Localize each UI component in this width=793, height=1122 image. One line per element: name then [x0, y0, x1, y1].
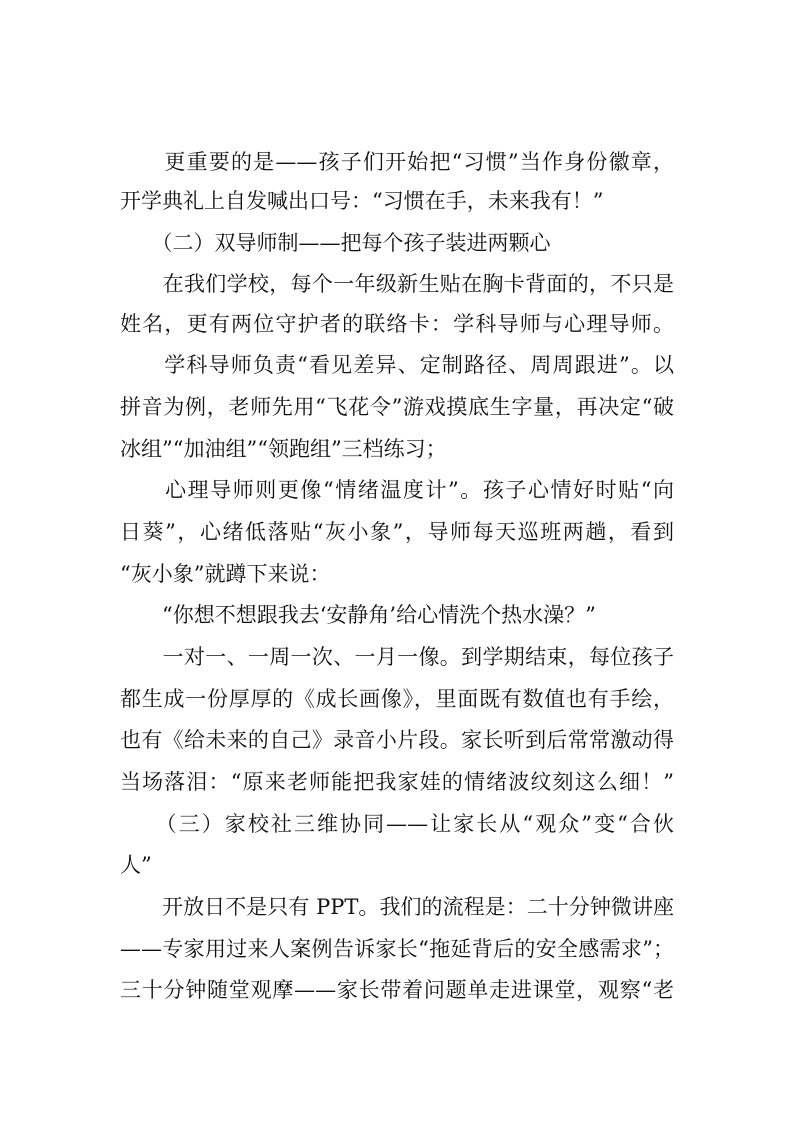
- paragraph-line: 当场落泪：“原来老师能把我家娃的情绪波纹刻这么细！”: [120, 770, 674, 794]
- paragraph-line: “灰小象”就蹲下来说：: [120, 562, 331, 586]
- paragraph-line: 在我们学校，每个一年级新生贴在胸卡背面的，不只是: [120, 272, 674, 296]
- paragraph-line: 三十分钟随堂观摩——家长带着问题单走进课堂，观察“老: [120, 978, 674, 1002]
- paragraph-line: 冰组”“加油组”“领跑组”三档练习；: [120, 437, 447, 461]
- paragraph-line: 开学典礼上自发喊出口号：“习惯在手，未来我有！”: [120, 189, 604, 213]
- paragraph-line: 开放日不是只有 PPT。我们的流程是：二十分钟微讲座: [120, 895, 674, 919]
- paragraph-line: 姓名，更有两位守护者的联络卡：学科导师与心理导师。: [120, 312, 674, 336]
- section-heading: （三）家校社三维协同——让家长从“观众”变“合伙: [120, 812, 674, 836]
- section-heading-continued: 人”: [120, 853, 152, 877]
- quote-line: “你想不想跟我去‘安静角’给心情洗个热水澡？”: [120, 603, 596, 627]
- paragraph-line: ——专家用过来人案例告诉家长“拖延背后的安全感需求”；: [120, 937, 674, 961]
- paragraph-line: 也有《给未来的自己》录音小片段。家长听到后常常激动得: [120, 728, 674, 752]
- paragraph-line: 拼音为例，老师先用“飞花令”游戏摸底生字量，再决定“破: [120, 395, 674, 419]
- paragraph-line: 心理导师则更像“情绪温度计”。孩子心情好时贴“向: [120, 478, 674, 502]
- paragraph-line: 都生成一份厚厚的《成长画像》，里面既有数值也有手绘，: [120, 687, 674, 711]
- paragraph-line: 更重要的是——孩子们开始把“习惯”当作身份徽章，: [120, 150, 674, 174]
- paragraph-line: 日葵”，心绪低落贴“灰小象”，导师每天巡班两趟，看到: [120, 520, 674, 544]
- paragraph-line: 一对一、一周一次、一月一像。到学期结束，每位孩子: [120, 645, 674, 669]
- section-heading: （二）双导师制——把每个孩子装进两颗心: [120, 231, 551, 255]
- paragraph-line: 学科导师负责“看见差异、定制路径、周周跟进”。以: [120, 353, 674, 377]
